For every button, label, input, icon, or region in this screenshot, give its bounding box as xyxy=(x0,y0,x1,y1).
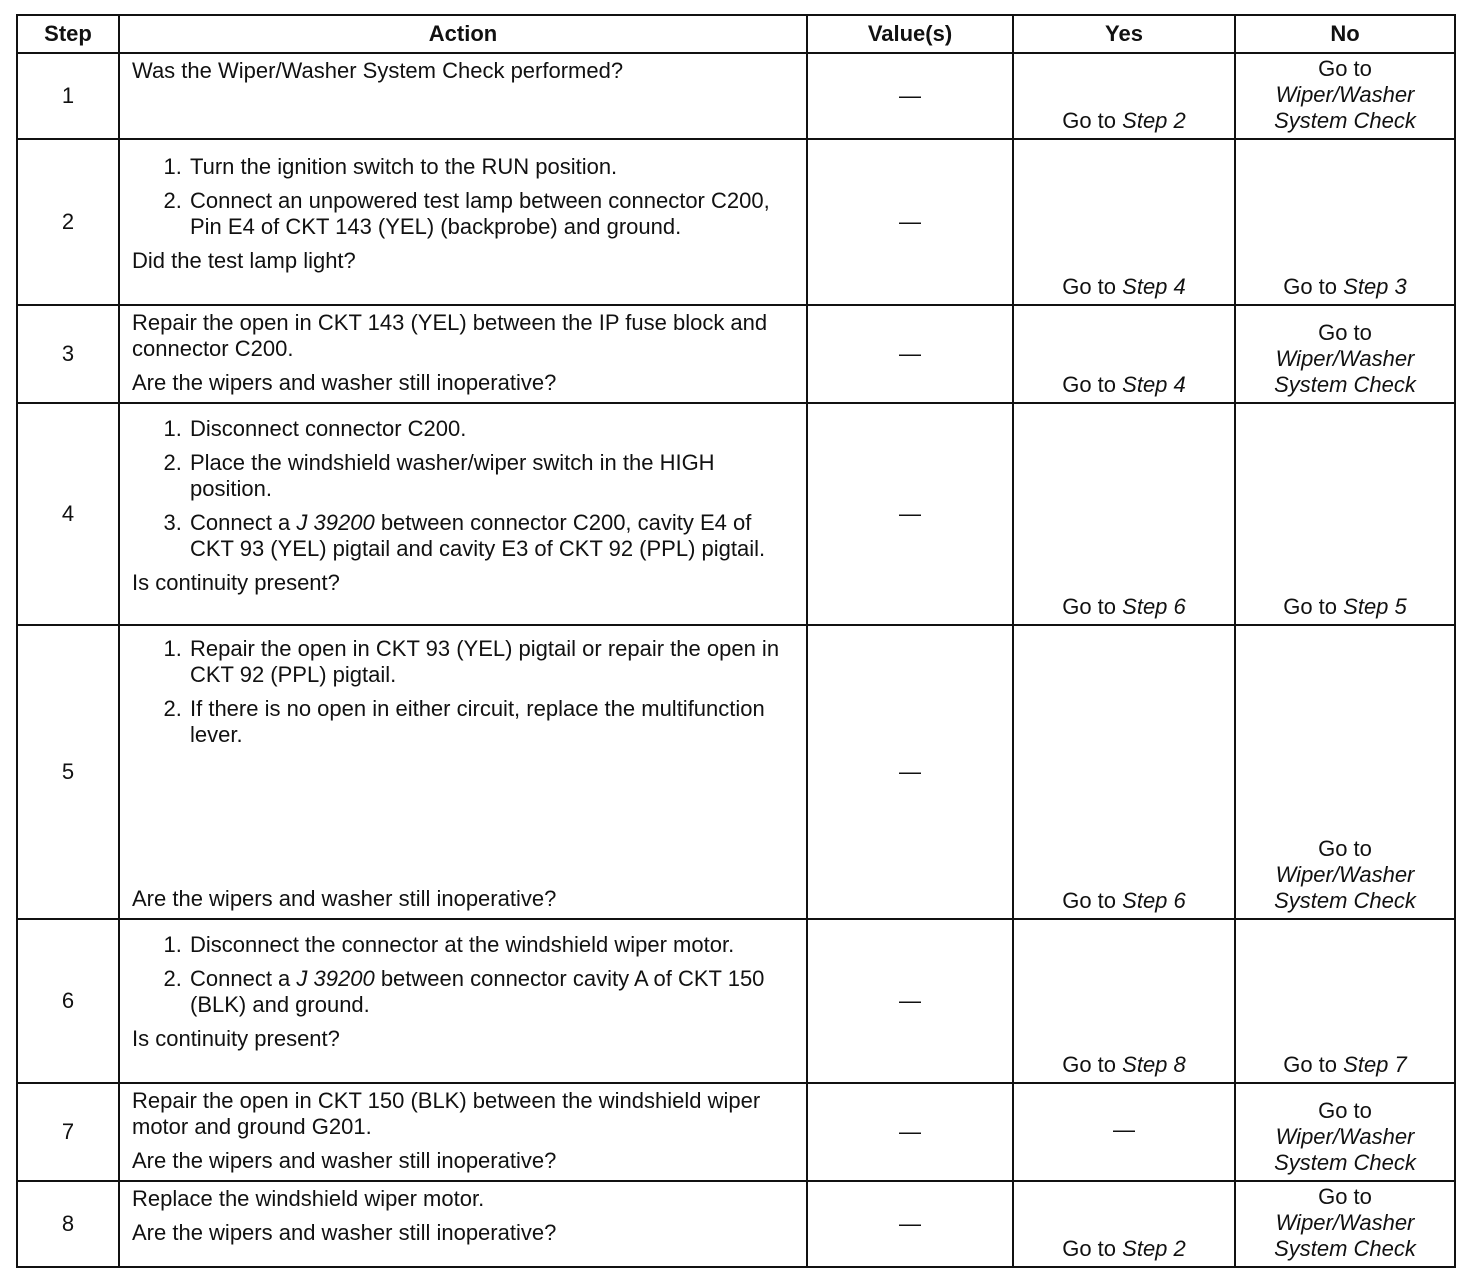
no-cell xyxy=(1235,305,1455,403)
table-row xyxy=(17,1083,1455,1181)
yes-cell xyxy=(1013,1181,1235,1267)
yes-cell xyxy=(1013,139,1235,305)
goto-system-check-link[interactable]: Go to Wiper/Washer System Check xyxy=(1274,56,1416,133)
action-list xyxy=(132,636,796,756)
action-cell xyxy=(119,1181,807,1267)
question-text: Are the wipers and washer still inoperative? xyxy=(132,370,557,395)
list-item: 2. Place the windshield washer/wiper switch in the HIGH position. xyxy=(188,450,796,502)
yes-cell xyxy=(1013,1083,1235,1181)
dash: — xyxy=(899,501,921,526)
goto-link[interactable]: Go to Step 5 xyxy=(1283,594,1407,619)
table-row xyxy=(17,403,1455,625)
question-text: Are the wipers and washer still inoperative? xyxy=(132,1148,557,1173)
table-row xyxy=(17,139,1455,305)
no-cell xyxy=(1235,403,1455,625)
action-cell xyxy=(119,919,807,1083)
goto-link[interactable]: Go to Step 4 xyxy=(1062,274,1186,299)
header-step: Step xyxy=(17,15,119,53)
yes-cell xyxy=(1013,403,1235,625)
question-text: Are the wipers and washer still inoperative? xyxy=(132,886,557,911)
list-item: 2. Connect an unpowered test lamp between connector C200, Pin E4 of CKT 143 (YEL) (backprobe) and ground. xyxy=(188,188,796,240)
table-row xyxy=(17,919,1455,1083)
goto-link[interactable]: Go to Step 7 xyxy=(1283,1052,1407,1077)
no-cell xyxy=(1235,625,1455,919)
dash: — xyxy=(899,1119,921,1144)
header-yes: Yes xyxy=(1013,15,1235,53)
action-text: Was the Wiper/Washer System Check performed? xyxy=(132,58,624,83)
list-item: 1. Disconnect connector C200. xyxy=(188,416,796,442)
action-list xyxy=(132,932,796,1018)
action-cell xyxy=(119,305,807,403)
step-number: 7 xyxy=(17,1083,119,1181)
header-action: Action xyxy=(119,15,807,53)
goto-link[interactable]: Go to Step 2 xyxy=(1062,1236,1186,1261)
value-cell xyxy=(807,403,1013,625)
yes-cell xyxy=(1013,53,1235,139)
action-text: Repair the open in CKT 150 (BLK) between the windshield wiper motor and ground G201. xyxy=(132,1088,761,1139)
action-cell xyxy=(119,403,807,625)
goto-link[interactable]: Go to Step 3 xyxy=(1283,274,1407,299)
value-cell xyxy=(807,53,1013,139)
action-list xyxy=(132,154,796,240)
step-number: 8 xyxy=(17,1181,119,1267)
action-list xyxy=(132,416,796,562)
header-row xyxy=(17,15,1455,53)
step-number: 3 xyxy=(17,305,119,403)
list-item: 2. Connect a J 39200 between connector cavity A of CKT 150 (BLK) and ground. xyxy=(188,966,796,1018)
question-text: Is continuity present? xyxy=(132,570,340,595)
action-cell xyxy=(119,1083,807,1181)
goto-link[interactable]: Go to Step 2 xyxy=(1062,108,1186,133)
no-cell xyxy=(1235,139,1455,305)
yes-cell xyxy=(1013,625,1235,919)
value-cell xyxy=(807,1083,1013,1181)
step-number: 5 xyxy=(17,625,119,919)
goto-link[interactable]: Go to Step 6 xyxy=(1062,594,1186,619)
list-item: 1. Turn the ignition switch to the RUN position. xyxy=(188,154,796,180)
action-text: Replace the windshield wiper motor. xyxy=(132,1186,485,1211)
goto-system-check-link[interactable]: Go to Wiper/Washer System Check xyxy=(1274,320,1416,397)
value-cell xyxy=(807,919,1013,1083)
value-cell xyxy=(807,625,1013,919)
yes-cell xyxy=(1013,919,1235,1083)
table-row xyxy=(17,53,1455,139)
step-number: 2 xyxy=(17,139,119,305)
goto-system-check-link[interactable]: Go to Wiper/Washer System Check xyxy=(1274,1184,1416,1261)
value-cell xyxy=(807,139,1013,305)
question-text: Did the test lamp light? xyxy=(132,248,356,273)
step-number: 1 xyxy=(17,53,119,139)
goto-link[interactable]: Go to Step 4 xyxy=(1062,372,1186,397)
header-values: Value(s) xyxy=(807,15,1013,53)
value-cell xyxy=(807,305,1013,403)
table-row xyxy=(17,1181,1455,1267)
action-text: Repair the open in CKT 143 (YEL) between the IP fuse block and connector C200. xyxy=(132,310,768,361)
no-cell xyxy=(1235,1181,1455,1267)
list-item: 2. If there is no open in either circuit, replace the multifunction lever. xyxy=(188,696,796,748)
dash: — xyxy=(899,209,921,234)
dash: — xyxy=(899,988,921,1013)
action-cell xyxy=(119,53,807,139)
dash: — xyxy=(899,759,921,784)
dash: — xyxy=(899,341,921,366)
dash: — xyxy=(899,1211,921,1236)
yes-cell xyxy=(1013,305,1235,403)
no-cell xyxy=(1235,1083,1455,1181)
dash: — xyxy=(1113,1117,1135,1142)
list-item: 1. Disconnect the connector at the windshield wiper motor. xyxy=(188,932,796,958)
goto-system-check-link[interactable]: Go to Wiper/Washer System Check xyxy=(1274,836,1416,913)
dash: — xyxy=(899,83,921,108)
tool-name: J 39200 xyxy=(296,510,375,535)
list-item: 3. Connect a J 39200 between connector C200, cavity E4 of CKT 93 (YEL) pigtail and cavity E3 of CKT 92 (PPL) pigtail. xyxy=(188,510,796,562)
step-number: 4 xyxy=(17,403,119,625)
header-no: No xyxy=(1235,15,1455,53)
action-cell xyxy=(119,625,807,919)
goto-link[interactable]: Go to Step 8 xyxy=(1062,1052,1186,1077)
no-cell xyxy=(1235,53,1455,139)
table-row xyxy=(17,625,1455,919)
question-text: Is continuity present? xyxy=(132,1026,340,1051)
diagnostic-table xyxy=(16,14,1456,1268)
value-cell xyxy=(807,1181,1013,1267)
action-cell xyxy=(119,139,807,305)
tool-name: J 39200 xyxy=(296,966,375,991)
question-text: Are the wipers and washer still inoperative? xyxy=(132,1220,557,1245)
goto-link[interactable]: Go to Step 6 xyxy=(1062,888,1186,913)
goto-system-check-link[interactable]: Go to Wiper/Washer System Check xyxy=(1274,1098,1416,1175)
list-item: 1. Repair the open in CKT 93 (YEL) pigtail or repair the open in CKT 92 (PPL) pigtail. xyxy=(188,636,796,688)
table-row xyxy=(17,305,1455,403)
no-cell xyxy=(1235,919,1455,1083)
step-number: 6 xyxy=(17,919,119,1083)
